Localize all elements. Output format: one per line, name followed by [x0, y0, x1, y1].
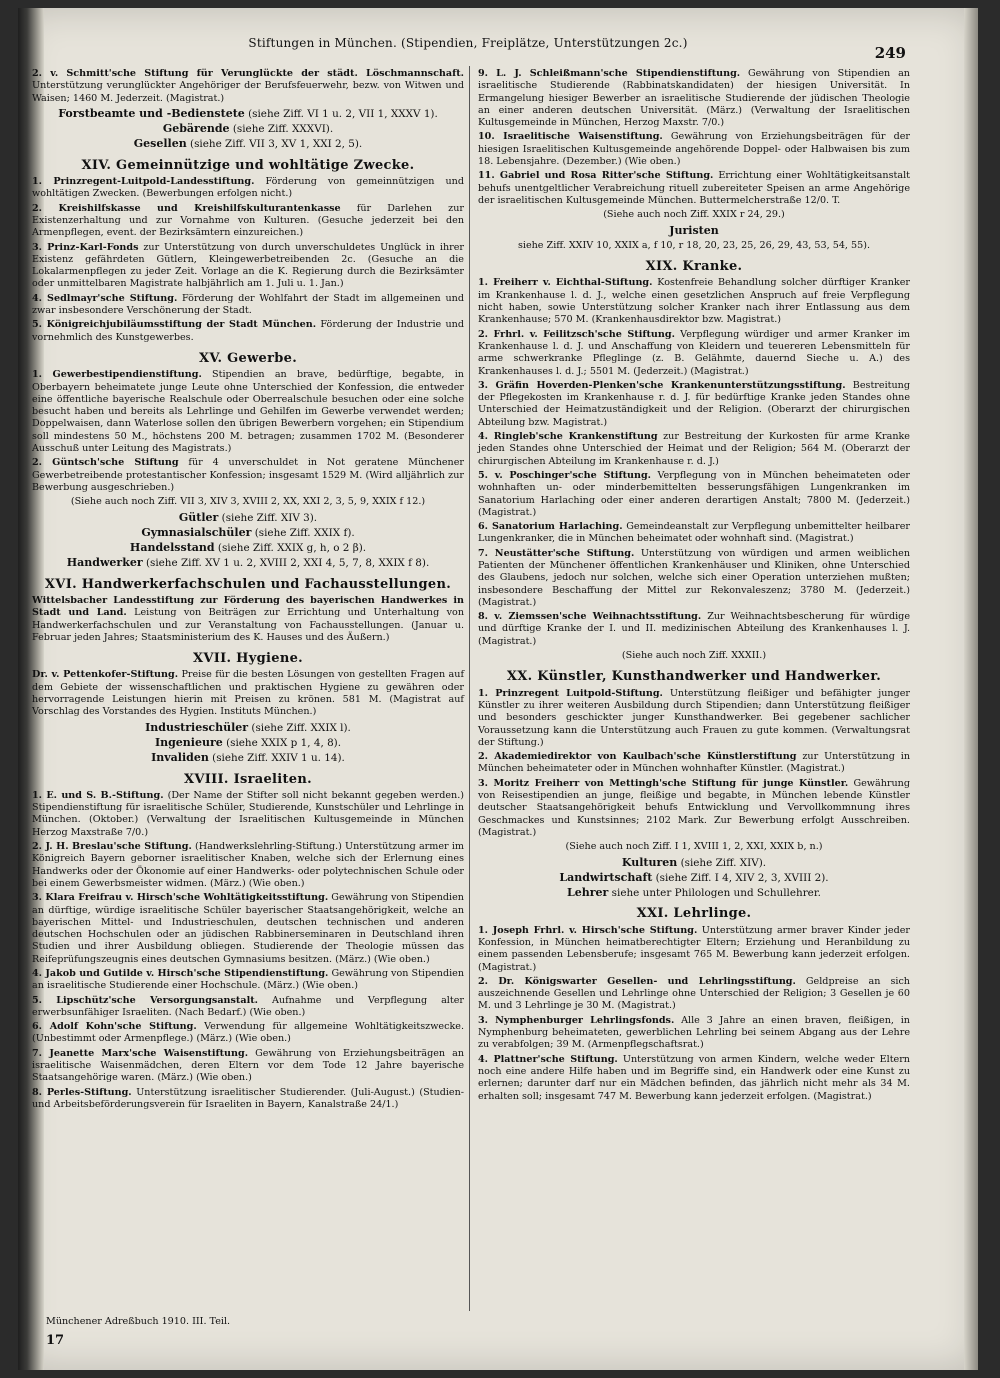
entry-title: 2. J. H. Breslau'sche Stiftung.: [32, 841, 192, 853]
entry-text: Errichtung einer Wohltätigkeitsanstalt behufs unentgeltlicher Verabreichung rituell zubereiteter Speisen an arme Angehörige der israelitischen Kultusgemeinde München. Buttermelcherstraße 12/0. T.: [478, 170, 911, 206]
foundation-entry: [478, 329, 910, 378]
entry-title: 3. Gräfin Hoverden-Plenken'sche Krankenunterstützungsstiftung.: [478, 379, 846, 391]
entry-title: Landwirtschaft: [559, 870, 653, 884]
running-header: Stiftungen in München. (Stipendien, Freiplätze, Unterstützungen 2c.): [248, 36, 688, 50]
footer-imprint: Münchener Adreßbuch 1910. III. Teil.: [46, 1316, 231, 1327]
section-heading: XX. Künstler, Kunsthandwerker und Handwerker.: [506, 669, 882, 685]
foundation-entry: [32, 369, 464, 455]
foundation-entry: [32, 68, 464, 105]
entry-text: (siehe Ziff. XXIX l).: [251, 721, 351, 734]
entry-title: 9. L. J. Schleißmann'sche Stipendienstiftung.: [478, 68, 741, 79]
sheet-number: 17: [46, 1333, 65, 1348]
entry-title: 2. Dr. Königswarter Gesellen- und Lehrlingsstiftung.: [478, 975, 796, 987]
section-heading: XXI. Lehrlinge.: [636, 906, 752, 922]
entry-title: 4. Sedlmayr'sche Stiftung.: [32, 292, 178, 304]
foundation-entry: [478, 1015, 910, 1052]
entry-text: Preise für die besten Lösungen von gestellten Fragen auf dem Gebiete der wissenschaftlichen und praktischen Hygiene zu gewähren oder hervorragende Leistungen hierin mit Preisen zu krönen. 581 M. (Magistrat auf Vorschlag des Vorstandes des Hygien. Instituts München.): [32, 669, 464, 718]
index-entry: [478, 225, 910, 237]
entry-text: (Handwerkslehrling-Stiftung.) Unterstützung armer im Königreich Bayern geborner israelitischer Knaben, welche sich der Erlernung eines Handwerks oder der Ökonomie auf einer Handwerks- oder polytechnischen Schule oder bei einem Gewerbsmeister widmen. (März.) (Wie oben.): [32, 841, 464, 889]
foundation-entry: [478, 976, 910, 1013]
foundation-entry: [478, 380, 910, 429]
foundation-entry: [478, 68, 910, 129]
foundation-entry: [32, 203, 464, 240]
entry-text: Verpflegung würdiger und armer Kranker im Krankenhause l. d. J. und Anschaffung von Kleidern und teuereren Lebensmitteln für arme schwerkranke Pfleglinge (z. B. Gelähmte, dauernd Sieche u. A.) des Krankenhauses l. d. J.; 5501 M. (Jederzeit.) (Magistrat.): [478, 328, 910, 377]
entry-text: Unterstützung von würdigen und armen weiblichen Patienten der Münchener öffentlichen Krankenhäuser und Kliniken, ohne Unterschied des Glaubens, jedoch nur solchen, welche sich einer Operation unterziehen mußten; insbesondere Beschaffung der Mittel zur Rekonvaleszenz; 3780 M. (Jederzeit.) (Magistrat.): [478, 547, 910, 608]
entry-title: 1. Freiherr v. Eichthal-Stiftung.: [478, 277, 653, 289]
entry-text: Zur Weihnachtsbescherung für würdige und dürftige Kranke der I. und II. medizinischen Abteilung des Krankenhauses l. J. (Magistrat.): [478, 611, 910, 647]
entry-title: 10. Israelitische Waisenstiftung.: [478, 131, 663, 143]
entry-text: Förderung von gemeinnützigen und wohltätigen Zwecken. (Bewerbungen erfolgen nicht.): [32, 176, 464, 200]
entry-title: Kulturen: [621, 855, 678, 869]
entry-text: Unterstützung fleißiger und befähigter junger Künstler zu ihrer weiteren Ausbildung durch Stipendien; dann Unterstützung fleißiger und besonders geschickter junger Kunsthandwerker. Bei gegebener sachlicher Voraussetzung kann die Unterstützung auch Frauen zu gute kommen. (Verwaltungsrat der Stiftung.): [478, 687, 910, 748]
entry-text: (siehe Ziff. XXIV 1 u. 14).: [212, 752, 345, 765]
section-heading: XIX. Kranke.: [645, 259, 743, 275]
entry-title: Gebärende: [162, 122, 230, 136]
entry-title: 4. Jakob und Gutilde v. Hirsch'sche Stipendienstiftung.: [32, 968, 329, 979]
entry-title: 2. v. Schmitt'sche Stiftung für Verunglückte der städt. Löschmannschaft.: [32, 68, 464, 79]
page-number: 249: [874, 44, 906, 62]
entry-title: Gütler: [178, 510, 219, 524]
entry-title: 1. Prinzregent Luitpold-Stiftung.: [478, 687, 663, 699]
entry-text: Unterstützung armer braver Kinder jeder Konfession, in München heimatberechtigter Eltern; Erziehung und Heranbildung zu einem passenden Lebensberufe; insgesamt 765 M. Bewerbung kann jederzeit erfolgen. (Magistrat.): [478, 924, 910, 973]
index-entry: [32, 138, 464, 150]
entry-text: Förderung der Industrie und vornehmlich des Kunstgewerbes.: [32, 319, 464, 343]
entry-text: zur Unterstützung in München beheimateter oder in München wohnhafter Künstler. (Magistrat.): [478, 751, 911, 775]
book-page: [18, 8, 978, 1370]
index-entry: [32, 557, 464, 569]
entry-title: Ingenieure: [154, 735, 223, 749]
entry-text: Bestreitung der Pflegekosten im Krankenhause r. d. J. für bedürftige Kranke jeden Standes ohne Unterschied der Heimatzuständigkeit und der Religion. (Oberarzt der chirurgischen Abteilung bzw. Magistrat.): [478, 379, 910, 428]
entry-title: 6. Sanatorium Harlaching.: [478, 521, 623, 533]
index-entry: [32, 108, 464, 120]
entry-title: Dr. v. Pettenkofer-Stiftung.: [32, 669, 179, 681]
entry-title: 8. v. Ziemssen'sche Weihnachtsstiftung.: [478, 611, 702, 623]
entry-text: Stipendien an brave, bedürftige, begabte, in Oberbayern beheimatete junge Leute ohne Unterschied der Konfession, die entweder eine öffentliche bayerische Realschule oder Oberrealschule besuchen oder eine solche besucht haben und bereits als Lehrlinge und Gehilfen im Gewerbe verwendet werden; Doppelwaisen, dann Waterlose sollen den übrigen Bewerbern vorgehen; ein Stipendium soll mindestens 50 M., höchstens 200 M. betragen; zusammen 1702 M. (Besonderer Ausschuß unter Leitung des Magistrats.): [32, 369, 464, 455]
cross-reference: (Siehe auch noch Ziff. XXXII.): [621, 650, 767, 662]
foundation-entry: [32, 790, 464, 839]
entry-title: 1. E. und S. B.-Stiftung.: [32, 789, 164, 801]
entry-text: Förderung der Wohlfahrt der Stadt im allgemeinen und zwar insbesondere Verschönerung der Stadt.: [32, 292, 464, 317]
foundation-entry: [478, 170, 910, 207]
entry-text: für Darlehen zur Existenzerhaltung und zur Vornahme von Kulturen. (Gesuche jederzeit bei den Armenpflegen, event. der Bezirksämtern einzureichen.): [32, 202, 464, 239]
entry-text: Verpflegung von in München beheimateten oder wohnhaften un- oder minderbemittelten besserungsfähigen Lungenkranken im Sanatorium Harlaching oder einer anderen derartigen Anstalt; 7800 M. (Jederzeit.) (Magistrat.): [478, 469, 910, 518]
entry-title: 4. Plattner'sche Stiftung.: [478, 1053, 618, 1065]
index-entry: [478, 872, 910, 884]
foundation-entry: [478, 470, 910, 519]
index-entry: [32, 512, 464, 524]
index-entry: [478, 857, 910, 869]
foundation-entry: [478, 131, 910, 168]
entry-text: Unterstützung israelitischer Studierender. (Juli-August.) (Studien- und Arbeitsbeförderungsverein für Israeliten in Bayern, Kanalstraße 24/1.): [32, 1086, 464, 1110]
entry-text: Leistung von Beiträgen zur Errichtung und Unterhaltung von Handwerkerfachschulen und zur Veranstaltung von Fachausstellungen. (Januar u. Februar jeden Jahres; Staatsministerium des K. Hauses und des Äußern.): [32, 607, 464, 643]
section-heading: XVII. Hygiene.: [193, 651, 303, 667]
cross-reference: (Siehe auch noch Ziff. VII 3, XIV 3, XVIII 2, XX, XXI 2, 3, 5, 9, XXIX f 12.): [70, 496, 426, 508]
entry-text: (siehe Ziff. XIV 3).: [221, 511, 318, 524]
entry-text: (siehe Ziff. XXIX f).: [254, 526, 355, 539]
entry-title: Lehrer: [567, 886, 609, 900]
foundation-entry: [478, 688, 910, 749]
entry-text: Gewährung von Stipendien an israelitische Studierende (Rabbinatskandidaten) der hiesigen Universität. In Ermangelung hiesiger Bewerber an israelitische Studierende der jüdischen Theologie an einer anderen deutschen Universität. (März.) (Verwaltung der Israelitischen Kultusgemeinde in München, Herzog Maxstr. 7/0.): [478, 68, 910, 129]
entry-title: 3. Klara Freifrau v. Hirsch'sche Wohltätigkeitsstiftung.: [32, 892, 329, 904]
entry-title: 3. Prinz-Karl-Fonds: [32, 241, 139, 253]
foundation-entry: [32, 892, 464, 966]
entry-title: Invaliden: [151, 751, 209, 765]
entry-title: 1. Prinzregent-Luitpold-Landesstiftung.: [32, 176, 255, 188]
right-column: [478, 68, 910, 1105]
foundation-entry: [32, 841, 464, 890]
page-edge: [964, 8, 978, 1370]
entry-text: (Der Name der Stifter soll nicht bekannt gegeben werden.) Stipendienstiftung für israelitische Schüler, Studierende, Kunstschüler und Lehrlinge in München. (Oktober.) (Verwaltung der Israelitischen Kultusgemeinde in München Herzog Maxstraße 7/0.): [32, 789, 464, 838]
entry-text: (siehe Ziff. VI 1 u. 2, VII 1, XXXV 1).: [248, 107, 438, 120]
entry-title: Gymnasialschüler: [141, 525, 252, 539]
entry-text: (siehe Ziff. VII 3, XV 1, XXI 2, 5).: [190, 138, 363, 151]
entry-title: Wittelsbacher Landesstiftung zur Förderung des bayerischen Handwerkes in Stadt und Land.: [32, 594, 464, 619]
page-footer: [46, 1316, 230, 1348]
foundation-entry: [32, 176, 464, 201]
foundation-entry: [32, 995, 464, 1020]
foundation-entry: [32, 1021, 464, 1046]
foundation-entry: [478, 548, 910, 609]
entry-title: 4. Ringleb'sche Krankenstiftung: [478, 431, 658, 443]
index-entry: [32, 123, 464, 135]
index-entry: [32, 752, 464, 764]
entry-title: 2. Akademiedirektor von Kaulbach'sche Künstlerstiftung: [478, 751, 797, 763]
foundation-entry: [32, 1087, 464, 1112]
entry-title: 6. Adolf Kohn'sche Stiftung.: [32, 1021, 197, 1033]
entry-title: Juristen: [669, 223, 719, 237]
entry-title: 7. Jeanette Marx'sche Waisenstiftung.: [32, 1047, 249, 1059]
foundation-entry: [478, 611, 910, 648]
entry-text: (siehe Ziff. XXXVI).: [232, 123, 334, 136]
foundation-entry: [478, 431, 910, 468]
entry-text: (siehe Ziff. XIV).: [680, 856, 767, 869]
foundation-entry: [478, 277, 910, 326]
column-divider: [469, 66, 470, 1311]
entry-text: Kostenfreie Behandlung solcher dürftiger Kranker im Krankenhause l. d. J., welche einen gesetzlichen Anspruch auf freie Verpflegung nicht haben, sowie Unterstützung solcher Kranker nach ihrer Entlassung aus dem Krankenhause; 570 M. (Krankenhausdirektor bzw. Magistrat.): [478, 277, 910, 326]
cross-reference: (Siehe auch noch Ziff. XXIX r 24, 29.): [603, 209, 785, 221]
entry-title: 7. Neustätter'sche Stiftung.: [478, 547, 635, 559]
index-entry: [478, 887, 910, 899]
foundation-entry: [478, 521, 910, 546]
entry-text: Verwendung für allgemeine Wohltätigkeitszwecke. (Unbestimmt oder Armenpflege.) (März.) (Wie oben.): [32, 1021, 464, 1045]
entry-title: 1. Gewerbestipendienstiftung.: [32, 369, 202, 381]
entry-title: Industrieschüler: [145, 720, 249, 734]
foundation-entry: [32, 242, 464, 291]
index-entry: [32, 542, 464, 554]
entry-text: Alle 3 Jahre an einen braven, fleißigen, in Nymphenburg beheimateten, gewerblichen Lehrling bei seinem Abgang aus der Lehre zu verabfolgen; 39 M. (Armenpflegschaftsrat.): [478, 1014, 910, 1051]
entry-text: (siehe Ziff. I 4, XIV 2, 3, XVIII 2).: [655, 871, 829, 884]
section-heading: XVI. Handwerkerfachschulen und Fachausstellungen.: [44, 576, 452, 592]
entry-text: (siehe XXIX p 1, 4, 8).: [226, 736, 342, 749]
section-heading: XIV. Gemeinnützige und wohltätige Zwecke.: [81, 157, 415, 173]
entry-text: zur Bestreitung der Kurkosten für arme Kranke jeden Standes ohne Unterschied der Heimat und der Religion; 564 M. (Oberarzt der chirurgischen Abteilung im Krankenhause r. d. J.): [478, 431, 910, 467]
foundation-entry: [478, 1054, 910, 1103]
foundation-entry: [478, 925, 910, 974]
entry-text: Gewährung von Stipendien an dürftige, würdige israelitische Schüler bayerischer Staatsangehörigkeit, welche an bayerischen Mittel- und Industrieschulen, deutschen technischen und anderen deutschen Hochschulen oder an jüdischen Rabbinerseminaren in Deutschland ihren Studien und ihrer Ausbildung obliegen. Studierende der Theologie müssen das Reifeprüfungszeugnis eines deutschen Gymnasiums besitzen. (März.) (Wie oben.): [32, 892, 464, 965]
cross-reference: (Siehe auch noch Ziff. I 1, XVIII 1, 2, XXI, XXIX b, n.): [565, 841, 823, 853]
entry-title: 11. Gabriel und Rosa Ritter'sche Stiftung.: [478, 170, 714, 182]
entry-text: Geldpreise an sich auszeichnende Gesellen und Lehrlinge ohne Unterschied der Religion; 3 Gesellen je 60 M. und 3 Lehrlinge je 30 M. (Magistrat.): [478, 975, 910, 1012]
entry-title: Forstbeamte und -Bedienstete: [58, 106, 245, 120]
entry-title: 5. Königreichjubiläumsstiftung der Stadt München.: [32, 319, 317, 331]
entry-text: Unterstützung von armen Kindern, welche weder Eltern noch eine andere Hilfe haben und im Begriffe sind, ein Handwerk oder eine Kunst zu erlernen; darunter darf nur ein Mädchen befinden, das jährlich nicht mehr als 34 M. erhalten soll; insgesamt 747 M. Bewerbung kann jederzeit erfolgen. (Magistrat.): [478, 1053, 910, 1102]
foundation-entry: [478, 778, 910, 839]
foundation-entry: [32, 595, 464, 644]
section-heading: XVIII. Israeliten.: [184, 771, 312, 787]
entry-text: Unterstützung verunglückter Angehöriger der Berufsfeuerwehr, bezw. von Witwen und Waisen; 1460 M. Jederzeit. (Magistrat.): [32, 80, 464, 104]
entry-text: für 4 unverschuldet in Not geratene Münchener Gewerbetreibende protestantischer Konfession; insgesamt 1529 M. (Wird alljährlich zur Bewerbung ausgeschrieben.): [32, 457, 464, 493]
entry-title: 3. Moritz Freiherr von Mettingh'sche Stiftung für junge Künstler.: [478, 777, 849, 789]
index-entry: [32, 722, 464, 734]
entry-text: siehe unter Philologen und Schullehrer.: [611, 887, 821, 900]
entry-text: (siehe Ziff. XV 1 u. 2, XVIII 2, XXI 4, 5, 7, 8, XXIX f 8).: [145, 557, 430, 570]
entry-text: zur Unterstützung von durch unverschuldetes Unglück in ihrer Existenz gefährdeten Gütlern, Kleingewerbetreibenden 2c. (Gesuche an die Lokalarmenpflegen zu jeder Zeit. Vorlage an die K. Regierung durch die Bezirksämter oder unmittelbaren Magistrate halbjährlich am 1. Juli u. 1. Jan.): [32, 241, 464, 290]
foundation-entry: [32, 457, 464, 494]
foundation-entry: [478, 751, 910, 776]
foundation-entry: [32, 968, 464, 993]
entry-text: (siehe Ziff. XXIX g, h, o 2 β).: [217, 542, 367, 555]
entry-title: 5. Lipschütz'sche Versorgungsanstalt.: [32, 994, 258, 1006]
entry-text: Gewährung von Erziehungsbeiträgen für der hiesigen Israelitischen Kultusgemeinde angehörende Doppel- oder Halbwaisen bis zum 18. Lebensjahre. (Dezember.) (Wie oben.): [478, 131, 910, 168]
entry-title: 2. Güntsch'sche Stiftung: [32, 457, 179, 469]
entry-title: 3. Nymphenburger Lehrlingsfonds.: [478, 1014, 675, 1026]
foundation-entry: [32, 669, 464, 718]
foundation-entry: [32, 319, 464, 344]
entry-title: 5. v. Poschinger'sche Stiftung.: [478, 469, 652, 481]
index-entry: [32, 737, 464, 749]
entry-text: Aufnahme und Verpflegung alter erwerbsunfähiger Israeliten. (Nach Bedarf.) (Wie oben.): [32, 994, 464, 1018]
entry-text: Gemeindeanstalt zur Verpflegung unbemittelter heilbarer Lungenkranker, die in München beheimatet oder wohnhaft sind. (Magistrat.): [478, 521, 911, 545]
foundation-entry: [32, 293, 464, 318]
section-heading: XV. Gewerbe.: [198, 350, 298, 366]
entry-title: 8. Perles-Stiftung.: [32, 1086, 132, 1098]
index-entry: [32, 527, 464, 539]
entry-title: 2. Kreishilfskasse und Kreishilfskulturantenkasse: [32, 202, 341, 214]
foundation-entry: [32, 1048, 464, 1085]
entry-title: Gesellen: [133, 137, 187, 151]
entry-text: Gewährung von Reisestipendien an junge, fleißige und begabte, in München lebende Künstler deutscher Staatsangehörigkeit behufs Entwicklung und Vervollkommnung ihres Geschmackes und Kunstsinnes; 2102 Mark. Zur Bewerbung erfolgt Ausschreiben. (Magistrat.): [478, 777, 910, 838]
entry-title: Handwerker: [66, 556, 143, 570]
entry-text: Gewährung von Stipendien an israelitische Studierende einer Hochschule. (März.) (Wie oben.): [32, 968, 465, 992]
entry-text: Gewährung von Erziehungsbeiträgen an israelitische Waisenmädchen, deren Eltern vor dem Tode 12 Jahre bayerische Staatsangehörige waren. (März.) (Wie oben.): [32, 1047, 464, 1084]
cross-reference: siehe Ziff. XXIV 10, XXIX a, f 10, r 18, 20, 23, 25, 26, 29, 43, 53, 54, 55).: [517, 239, 871, 251]
entry-title: Handelsstand: [129, 541, 215, 555]
entry-title: 1. Joseph Frhrl. v. Hirsch'sche Stiftung.: [478, 924, 698, 936]
entry-title: 2. Frhrl. v. Feilitzsch'sche Stiftung.: [478, 328, 675, 340]
left-column: [32, 68, 464, 1113]
